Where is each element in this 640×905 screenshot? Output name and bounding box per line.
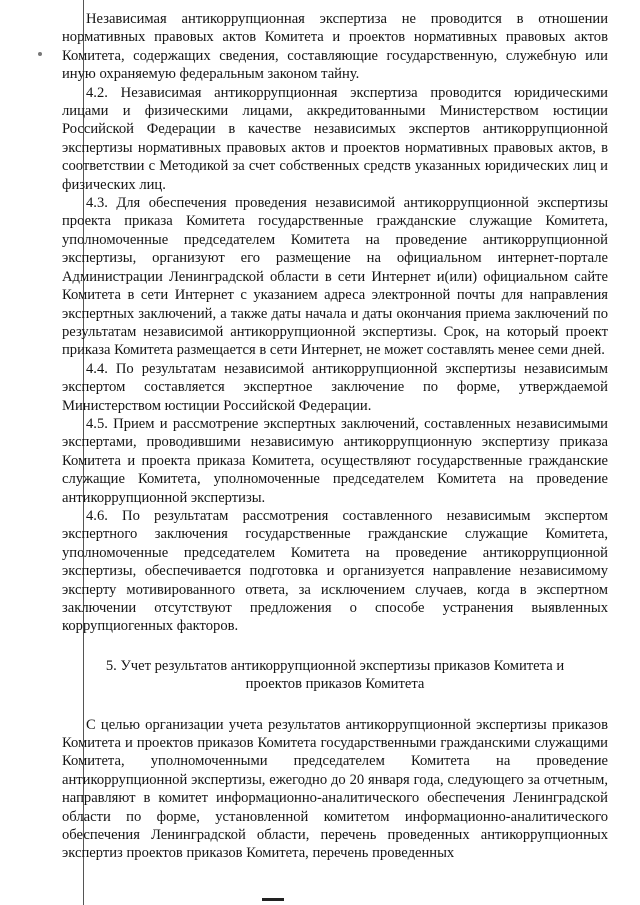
paragraph-4-3: 4.3. Для обеспечения проведения независимой антикоррупционной экспертизы проекта приказа Комитета государственные гражданские служащие Комитета, уполномоченные председателем Комитета на проведение антикоррупционной экспертизы, организуют его размещение на официальном интернет-портале Администрации Ленинградской области в сети Интернет и(или) официальном сайте Комитета в сети Интернет с указанием адреса электронной почты для направления экспертных заключений, а также даты начала и даты окончания приема заключений по результатам независимой антикоррупционной экспертизы. Срок, на который проект приказа Комитета размещается в сети Интернет, не может составлять менее семи дней. [62, 195, 608, 359]
paragraph-4-2: 4.2. Независимая антикоррупционная экспертиза проводится юридическими лицами и физическими лицами, аккредитованными Министерством юстиции Российской Федерации в качестве независимых экспертов антикоррупционной экспертизы нормативных правовых актов и проектов нормативных правовых актов, в соответствии с Методикой за счет собственных средств указанных юридических лиц и физических лиц. [62, 84, 608, 193]
paragraph-secrecy-exception: Независимая антикоррупционная экспертиза не проводится в отношении нормативных правовых актов Комитета и проектов нормативных правовых актов Комитета, содержащих сведения, составляющие государственную, служебную или иную охраняемую федеральным законом тайну. [62, 11, 608, 83]
paragraph-4-5: 4.5. Прием и рассмотрение экспертных заключений, составленных независимыми экспертами, проводившими независимую антикоррупционную экспертизу приказа Комитета и проекта приказа Комитета, осуществляют государственные гражданские служащие Комитета, уполномоченные председателем Комитета на проведение антикоррупционной экспертизы. [62, 415, 608, 506]
paragraph-4-6: 4.6. По результатам рассмотрения составленного независимым экспертом экспертного заключения государственные гражданские служащие Комитета, уполномоченные председателем Комитета на проведение антикоррупционной экспертизы, обеспечивается подготовка и организуется направление независимому эксперту мотивированного ответа, за исключением случаев, когда в экспертном заключении отсутствуют предложения о способе устранения выявленных коррупциогенных факторов. [62, 507, 608, 635]
document-body [62, 10, 608, 863]
scan-speck [38, 52, 42, 56]
paragraph-4-4: 4.4. По результатам независимой антикоррупционной экспертизы независимым экспертом составляется экспертное заключение по форме, утверждаемой Министерством юстиции Российской Федерации. [62, 360, 608, 414]
paragraph-section-5-intro: С целью организации учета результатов антикоррупционной экспертизы приказов Комитета и проектов приказов Комитета государственными гражданскими служащими Комитета, уполномоченными председателем Комитета на проведение антикоррупционной экспертизы, ежегодно до 20 января года, следующего за отчетным, направляют в комитет информационно-аналитического обеспечения Ленинградской области по форме, установленной комитетом информационно-аналитического обеспечения Ленинградской области, перечень проведенных антикоррупционных экспертиз проектов приказов Комитета, перечень проведенных [62, 716, 608, 862]
page-number-mark [262, 898, 284, 901]
section-5-heading: 5. Учет результатов антикоррупционной экспертизы приказов Комитета и проектов приказов Комитета [105, 657, 565, 693]
